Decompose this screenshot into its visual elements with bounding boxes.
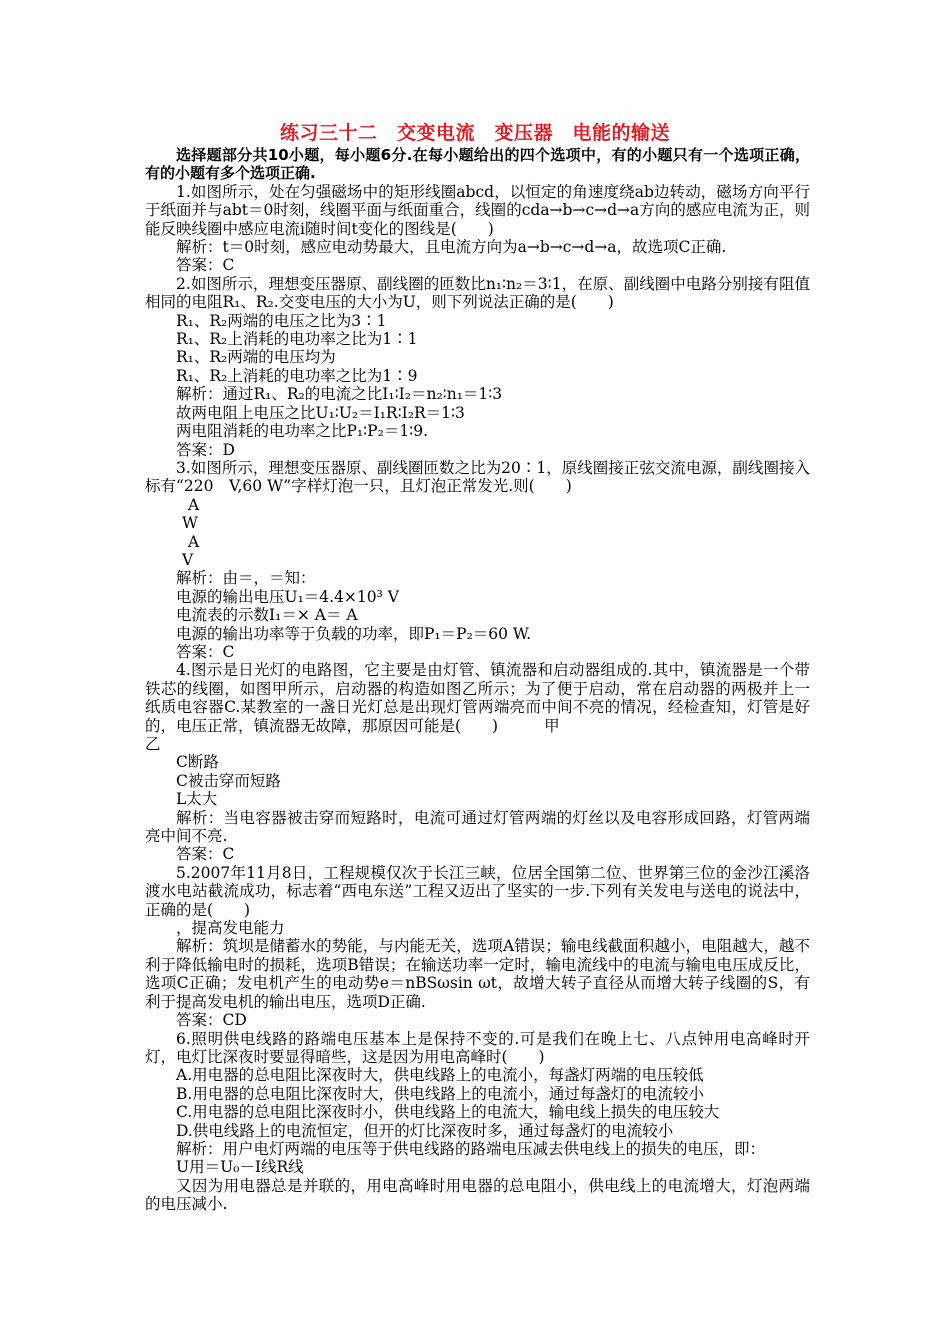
question-3-analysis-line: 电源的输出电压U₁＝4.4×10³ V	[176, 587, 399, 606]
question-2-option: R₁、R₂上消耗的电功率之比为1∶9	[176, 366, 418, 385]
question-2-analysis-line: 解析：通过R₁、R₂的电流之比I₁∶I₂＝n₂∶n₁＝1∶3	[176, 385, 503, 404]
question-1-answer: 答案：C	[176, 256, 235, 275]
section-intro: 选择题部分共10小题，每小题6分.在每小题给出的四个选项中，有的小题只有一个选项正确，有的小题有多个选项正确.	[145, 146, 810, 183]
question-6-option-a: A.用电器的总电阻比深夜时大，供电线路上的电流小，每盏灯两端的电压较低	[176, 1066, 704, 1085]
question-4-option: L太大	[176, 790, 218, 809]
question-3-analysis-line: 电源的输出功率等于负载的功率，即P₁＝P₂＝60 W.	[176, 624, 532, 643]
figure-label-jia: 甲	[544, 716, 560, 735]
question-3-stem: 3.如图所示，理想变压器原、副线圈匝数之比为20∶1，原线圈接正弦交流电源，副线圈接入标有“220 V,60 W”字样灯泡一只，且灯泡正常发光.则( )	[145, 458, 810, 496]
question-2-answer: 答案：D	[176, 440, 235, 459]
question-2-stem: 2.如图所示，理想变压器原、副线圈的匝数比n₁∶n₂＝3∶1，在原、副线圈中电路分别接有阻值相同的电阻R₁、R₂.交变电压的大小为U，则下列说法正确的是( )	[145, 274, 810, 312]
question-5-option: ，提高发电能力	[176, 919, 285, 938]
question-3-option: V	[182, 550, 194, 569]
question-6-conclusion: 又因为用电器总是并联的，用电高峰时用电器的总电阻小，供电线上的电流增大，灯泡两端的电压减小.	[145, 1176, 810, 1214]
question-6-option-d: D.供电线路上的电流恒定，但开的灯比深夜时多，通过每盏灯的电流较小	[176, 1121, 674, 1140]
question-1-analysis: 解析：t＝0时刻，感应电动势最大，且电流方向为a→b→c→d→a，故选项C正确.	[176, 238, 727, 257]
figure-label-yi: 乙	[145, 735, 161, 753]
question-5-answer: 答案：CD	[176, 1011, 247, 1030]
question-6-option-c: C.用电器的总电阻比深夜时小，供电线路上的电流大，输电线上损失的电压较大	[176, 1103, 720, 1122]
question-2-option: R₁、R₂上消耗的电功率之比为1∶1	[176, 330, 418, 349]
question-3-analysis-line: 解析：由＝，＝知：	[176, 569, 316, 588]
question-6-analysis: 解析：用户电灯两端的电压等于供电线路的路端电压减去供电线上的损失的电压，即：	[176, 1139, 766, 1158]
question-2-option: R₁、R₂两端的电压之比为3∶1	[176, 311, 387, 330]
question-2-analysis-line: 两电阻消耗的电功率之比P₁∶P₂＝1∶9.	[176, 422, 429, 441]
question-2-analysis-line: 故两电阻上电压之比U₁∶U₂＝I₁R∶I₂R＝1∶3	[176, 403, 465, 422]
question-3-option: A	[188, 532, 200, 551]
question-4-option: C被击穿而短路	[176, 771, 281, 790]
question-2-option: R₁、R₂两端的电压均为	[176, 348, 336, 367]
question-3-analysis-line: 电流表的示数I₁＝× A＝ A	[176, 606, 358, 625]
question-3-answer: 答案：C	[176, 642, 235, 661]
question-6-formula: U用＝U₀－I线R线	[176, 1158, 304, 1177]
page-title: 练习三十二 交变电流 变压器 电能的输送	[279, 122, 670, 144]
question-3-option: W	[182, 514, 198, 533]
question-4-answer: 答案：C	[176, 845, 235, 864]
question-6-stem: 6.照明供电线路的路端电压基本上是保持不变的.可是我们在晚上七、八点钟用电高峰时开灯，电灯比深夜时要显得暗些，这是因为用电高峰时( )	[145, 1029, 810, 1066]
question-5-analysis: 解析：筑坝是储蓄水的势能，与内能无关，选项A错误；输电线截面积越小，电阻越大，越不利于降低输电时的损耗，选项B错误；在输送功率一定时，输电流线中的电流与输电电压成反比，选项C正确；发电机产生的电动势e＝nBSωsin ωt，故增大转子直径从而增大转子线圈的S，有利于提高发电机的输出电压，选项D正确.	[145, 937, 810, 1011]
question-6-option-b: B.用电器的总电阻比深夜时大，供电线路上的电流小，通过每盏灯的电流较小	[176, 1084, 704, 1103]
document-body	[145, 146, 810, 1214]
question-3-option: A	[188, 495, 200, 514]
question-4-analysis: 解析：当电容器被击穿而短路时，电流可通过灯管两端的灯丝以及电容形成回路，灯管两端亮中间不亮.	[145, 808, 810, 846]
question-1-stem: 1.如图所示，处在匀强磁场中的矩形线圈abcd，以恒定的角速度绕ab边转动，磁场方向平行于纸面并与abt＝0时刻，线圈平面与纸面重合，线圈的cda→b→c→d→a方向的感应电流为正，则能反映线圈中感应电流i随时间t变化的图线是( )	[145, 182, 810, 238]
question-4-stem-text: 4.图示是日光灯的电路图，它主要是由灯管、镇流器和启动器组成的.其中，镇流器是一个带铁芯的线圈，如图甲所示，启动器的构造如图乙所示；为了便于启动，常在启动器的两极并上一纸质电容器C.某教室的一盏日光灯总是出现灯管两端亮而中间不亮的情况，经检查知，灯管是好的，电压正常，镇流器无故障，那原因可能是( )	[145, 661, 810, 735]
question-4-stem	[145, 661, 810, 735]
question-5-stem: 5.2007年11月8日，工程规模仅次于长江三峡，位居全国第二位、世界第三位的金沙江溪洛渡水电站截流成功，标志着“西电东送”工程又迈出了坚实的一步.下列有关发电与送电的说法中，正确的是( )	[145, 863, 810, 919]
question-4-option: C断路	[176, 753, 219, 772]
